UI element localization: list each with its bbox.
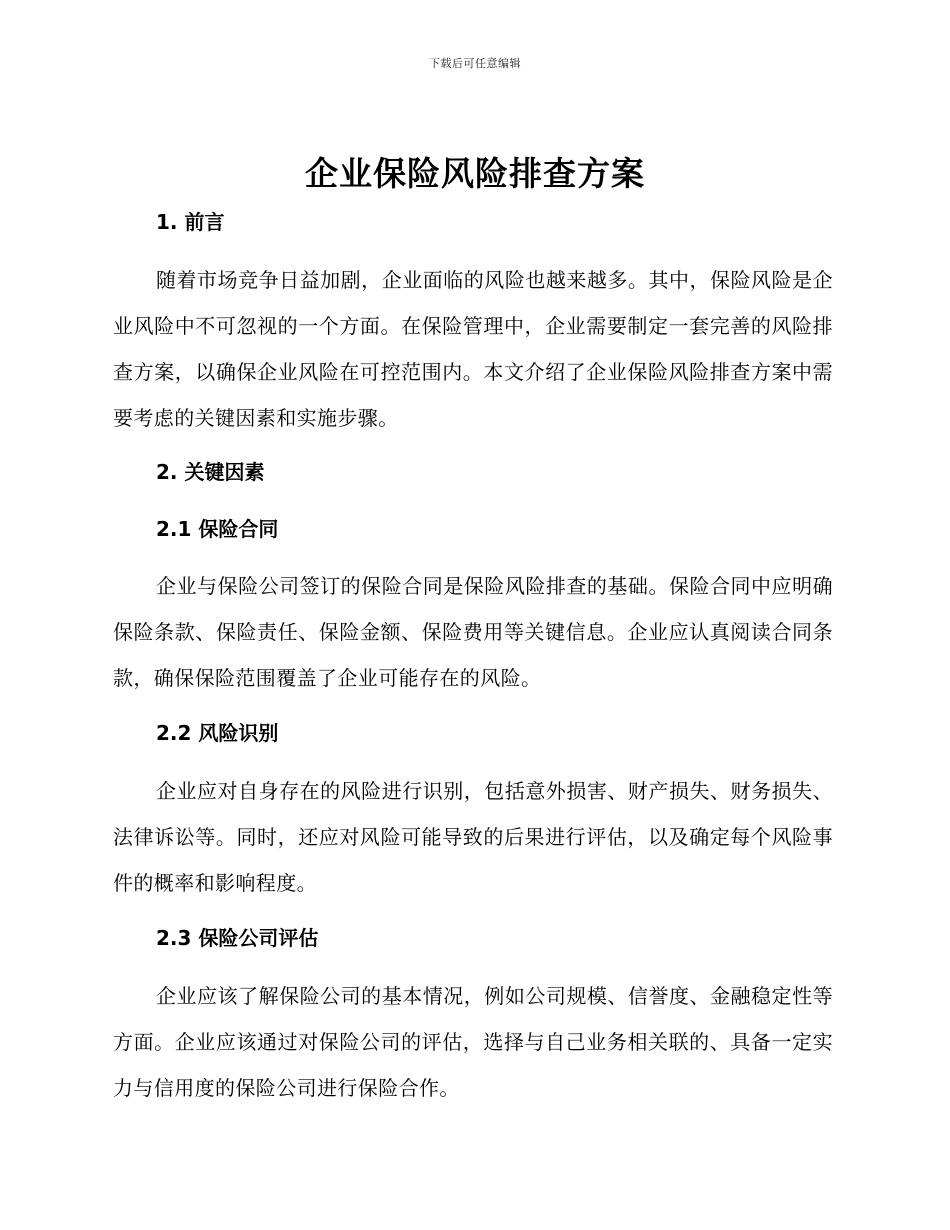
section-heading-preface: 1. 前言: [156, 210, 225, 234]
section-heading-risk-identification: 2.2 风险识别: [156, 721, 279, 745]
section-heading-insurance-contract: 2.1 保险合同: [156, 517, 279, 541]
header-note: 下载后可任意编辑: [429, 57, 521, 70]
section-body-risk-identification: 企业应对自身存在的风险进行识别，包括意外损害、财产损失、财务损失、法律诉讼等。同时，还应对风险可能导致的后果进行评估，以及确定每个风险事件的概率和影响程度。: [113, 779, 833, 895]
section-body-insurer-evaluation: 企业应该了解保险公司的基本情况，例如公司规模、信誉度、金融稳定性等方面。企业应该通过对保险公司的评估，选择与自己业务相关联的、具备一定实力与信用度的保险公司进行保险合作。: [113, 984, 833, 1100]
section-body-preface: 随着市场竞争日益加剧，企业面临的风险也越来越多。其中，保险风险是企业风险中不可忽视的一个方面。在保险管理中，企业需要制定一套完善的风险排查方案，以确保企业风险在可控范围内。本文介绍了企业保险风险排查方案中需要考虑的关键因素和实施步骤。: [113, 268, 833, 430]
section-heading-insurer-evaluation: 2.3 保险公司评估: [156, 926, 319, 950]
section-body-insurance-contract: 企业与保险公司签订的保险合同是保险风险排查的基础。保险合同中应明确保险条款、保险责任、保险金额、保险费用等关键信息。企业应认真阅读合同条款，确保保险范围覆盖了企业可能存在的风险。: [113, 574, 833, 690]
section-heading-key-factors: 2. 关键因素: [156, 460, 265, 484]
document-title: 企业保险风险排查方案: [305, 154, 645, 193]
